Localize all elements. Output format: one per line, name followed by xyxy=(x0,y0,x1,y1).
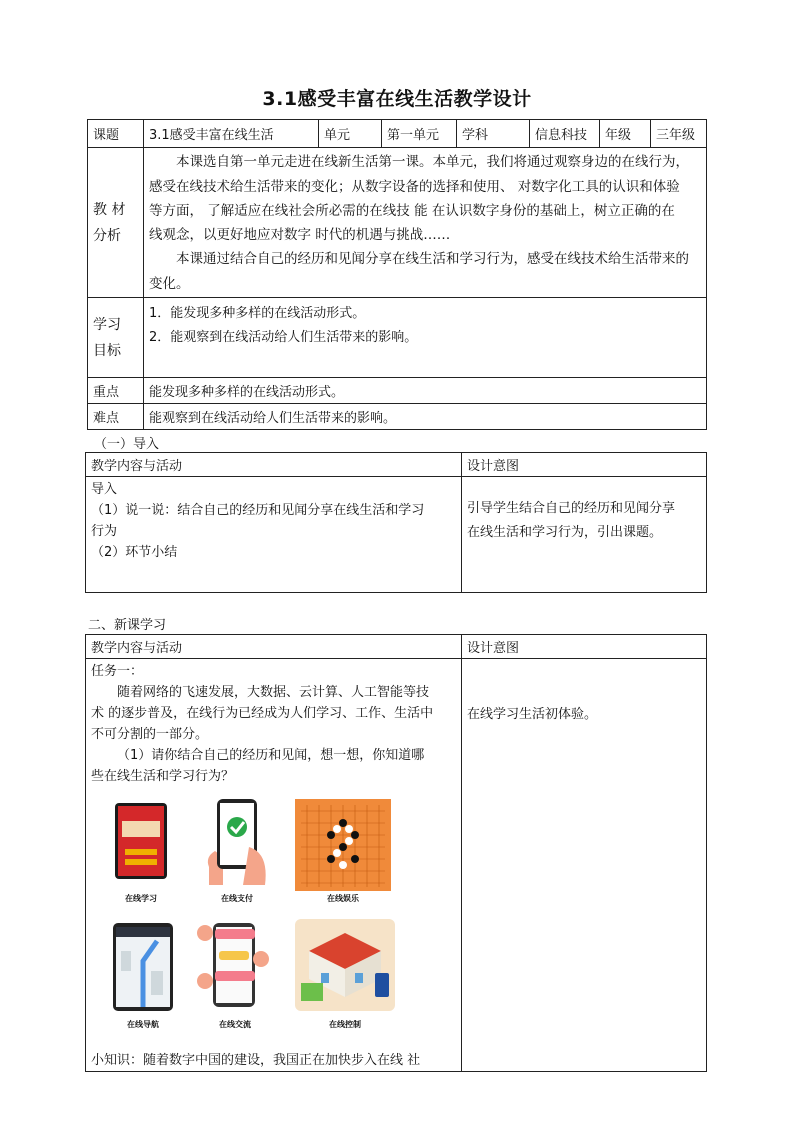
intro-intent-line: 在线生活和学习行为，引出课题。 xyxy=(467,525,663,540)
analysis-line: 感受在线技术给生活带来的变化；从数字设备的选择和使用、 对数字化工具的认识和体验 xyxy=(149,178,680,195)
info-table xyxy=(87,119,707,430)
intro-col-content-header: 教学内容与活动 xyxy=(86,453,462,477)
page-title: 3.1感受丰富在线生活教学设计 xyxy=(262,88,532,110)
goal-item: 1．能发现多种多样的在线活动形式。 xyxy=(149,306,366,321)
goal-label xyxy=(88,298,144,378)
lesson-paragraph: 不可分割的一部分。 xyxy=(91,727,209,742)
analysis-label xyxy=(88,148,144,298)
online-learning-image xyxy=(113,801,169,885)
lesson-question: （1）请你结合自己的经历和见闻，想一想，你知道哪 xyxy=(117,748,425,763)
goal-label-1: 学习 xyxy=(93,316,121,333)
goal-label-2: 目标 xyxy=(93,342,121,359)
caption-online-learning: 在线学习 xyxy=(125,894,157,903)
online-entertainment-image xyxy=(295,799,391,895)
intro-line: 行为 xyxy=(91,524,118,539)
online-communication-image xyxy=(195,919,271,1015)
lesson-col-content-header: 教学内容与活动 xyxy=(86,635,462,659)
task-title: 任务一： xyxy=(91,664,144,679)
analysis-line: 本课选自第一单元走进在线新生活第一课。本单元，我们将通过观察身边的在线行为， xyxy=(176,153,689,170)
grade-value: 三年级 xyxy=(651,120,707,148)
analysis-line: 本课通过结合自己的经历和见闻分享在线生活和学习行为，感受在线技术给生活带来的 xyxy=(176,250,689,267)
caption-online-payment: 在线支付 xyxy=(221,894,253,903)
intro-line: 导入 xyxy=(91,482,118,497)
new-lesson-table xyxy=(85,634,707,1072)
lesson-paragraph: 随着网络的飞速发展，大数据、云计算、人工智能等技 xyxy=(117,685,430,700)
intro-intent-line: 引导学生结合自己的经历和见闻分享 xyxy=(467,501,676,516)
grade-label: 年级 xyxy=(600,120,651,148)
analysis-label-2: 分析 xyxy=(93,227,121,244)
intro-line: （1）说一说：结合自己的经历和见闻分享在线生活和学习 xyxy=(91,503,425,518)
online-navigation-image xyxy=(111,921,175,1017)
subject-value: 信息科技 xyxy=(530,120,600,148)
subject-label: 学科 xyxy=(457,120,530,148)
analysis-line: 等方面， 了解适应在线社会所必需的在线技 能 在认识数字身份的基础上，树立正确的在 xyxy=(149,202,675,219)
intro-line: （2）环节小结 xyxy=(91,545,178,560)
analysis-line: 线观念，以更好地应对数字 时代的机遇与挑战…… xyxy=(149,226,451,243)
analysis-label-1: 教 材 xyxy=(93,201,126,218)
unit-value: 第一单元 xyxy=(382,120,457,148)
course-label: 课题 xyxy=(88,120,144,148)
online-payment-image xyxy=(203,797,271,891)
course-value: 3.1感受丰富在线生活 xyxy=(144,120,319,148)
intro-intent xyxy=(462,477,707,593)
section2-heading: 二、新课学习 xyxy=(88,618,167,633)
unit-label: 单元 xyxy=(319,120,382,148)
caption-online-navigation: 在线导航 xyxy=(127,1020,159,1029)
goal-content xyxy=(144,298,707,378)
online-control-image xyxy=(295,919,395,1015)
lesson-paragraph: 术 的逐步普及，在线行为已经成为人们学习、工作、生活中 xyxy=(91,706,434,721)
intro-col-intent-header: 设计意图 xyxy=(462,453,707,477)
difficulty-label: 难点 xyxy=(88,404,144,430)
caption-online-control: 在线控制 xyxy=(329,1020,361,1029)
lesson-col-intent-header: 设计意图 xyxy=(462,635,707,659)
key-label: 重点 xyxy=(88,378,144,404)
online-activities-figure xyxy=(91,787,461,1057)
analysis-line: 变化。 xyxy=(149,275,190,292)
caption-online-entertainment: 在线娱乐 xyxy=(327,894,359,903)
tip-text: 小知识：随着数字中国的建设，我国正在加快步入在线 社 xyxy=(91,1053,421,1068)
lesson-intent: 在线学习生活初体验。 xyxy=(462,659,707,1072)
difficulty-value: 能观察到在线活动给人们生活带来的影响。 xyxy=(144,404,707,430)
caption-online-communication: 在线交流 xyxy=(219,1020,251,1029)
key-value: 能发现多种多样的在线活动形式。 xyxy=(144,378,707,404)
analysis-content xyxy=(144,148,707,298)
section1-heading: （一）导入 xyxy=(94,437,160,452)
lesson-question: 些在线生活和学习行为？ xyxy=(91,769,235,784)
intro-content xyxy=(86,477,462,593)
goal-item: 2．能观察到在线活动给人们生活带来的影响。 xyxy=(149,330,418,345)
lesson-content xyxy=(86,659,462,1072)
intro-table xyxy=(85,452,707,593)
